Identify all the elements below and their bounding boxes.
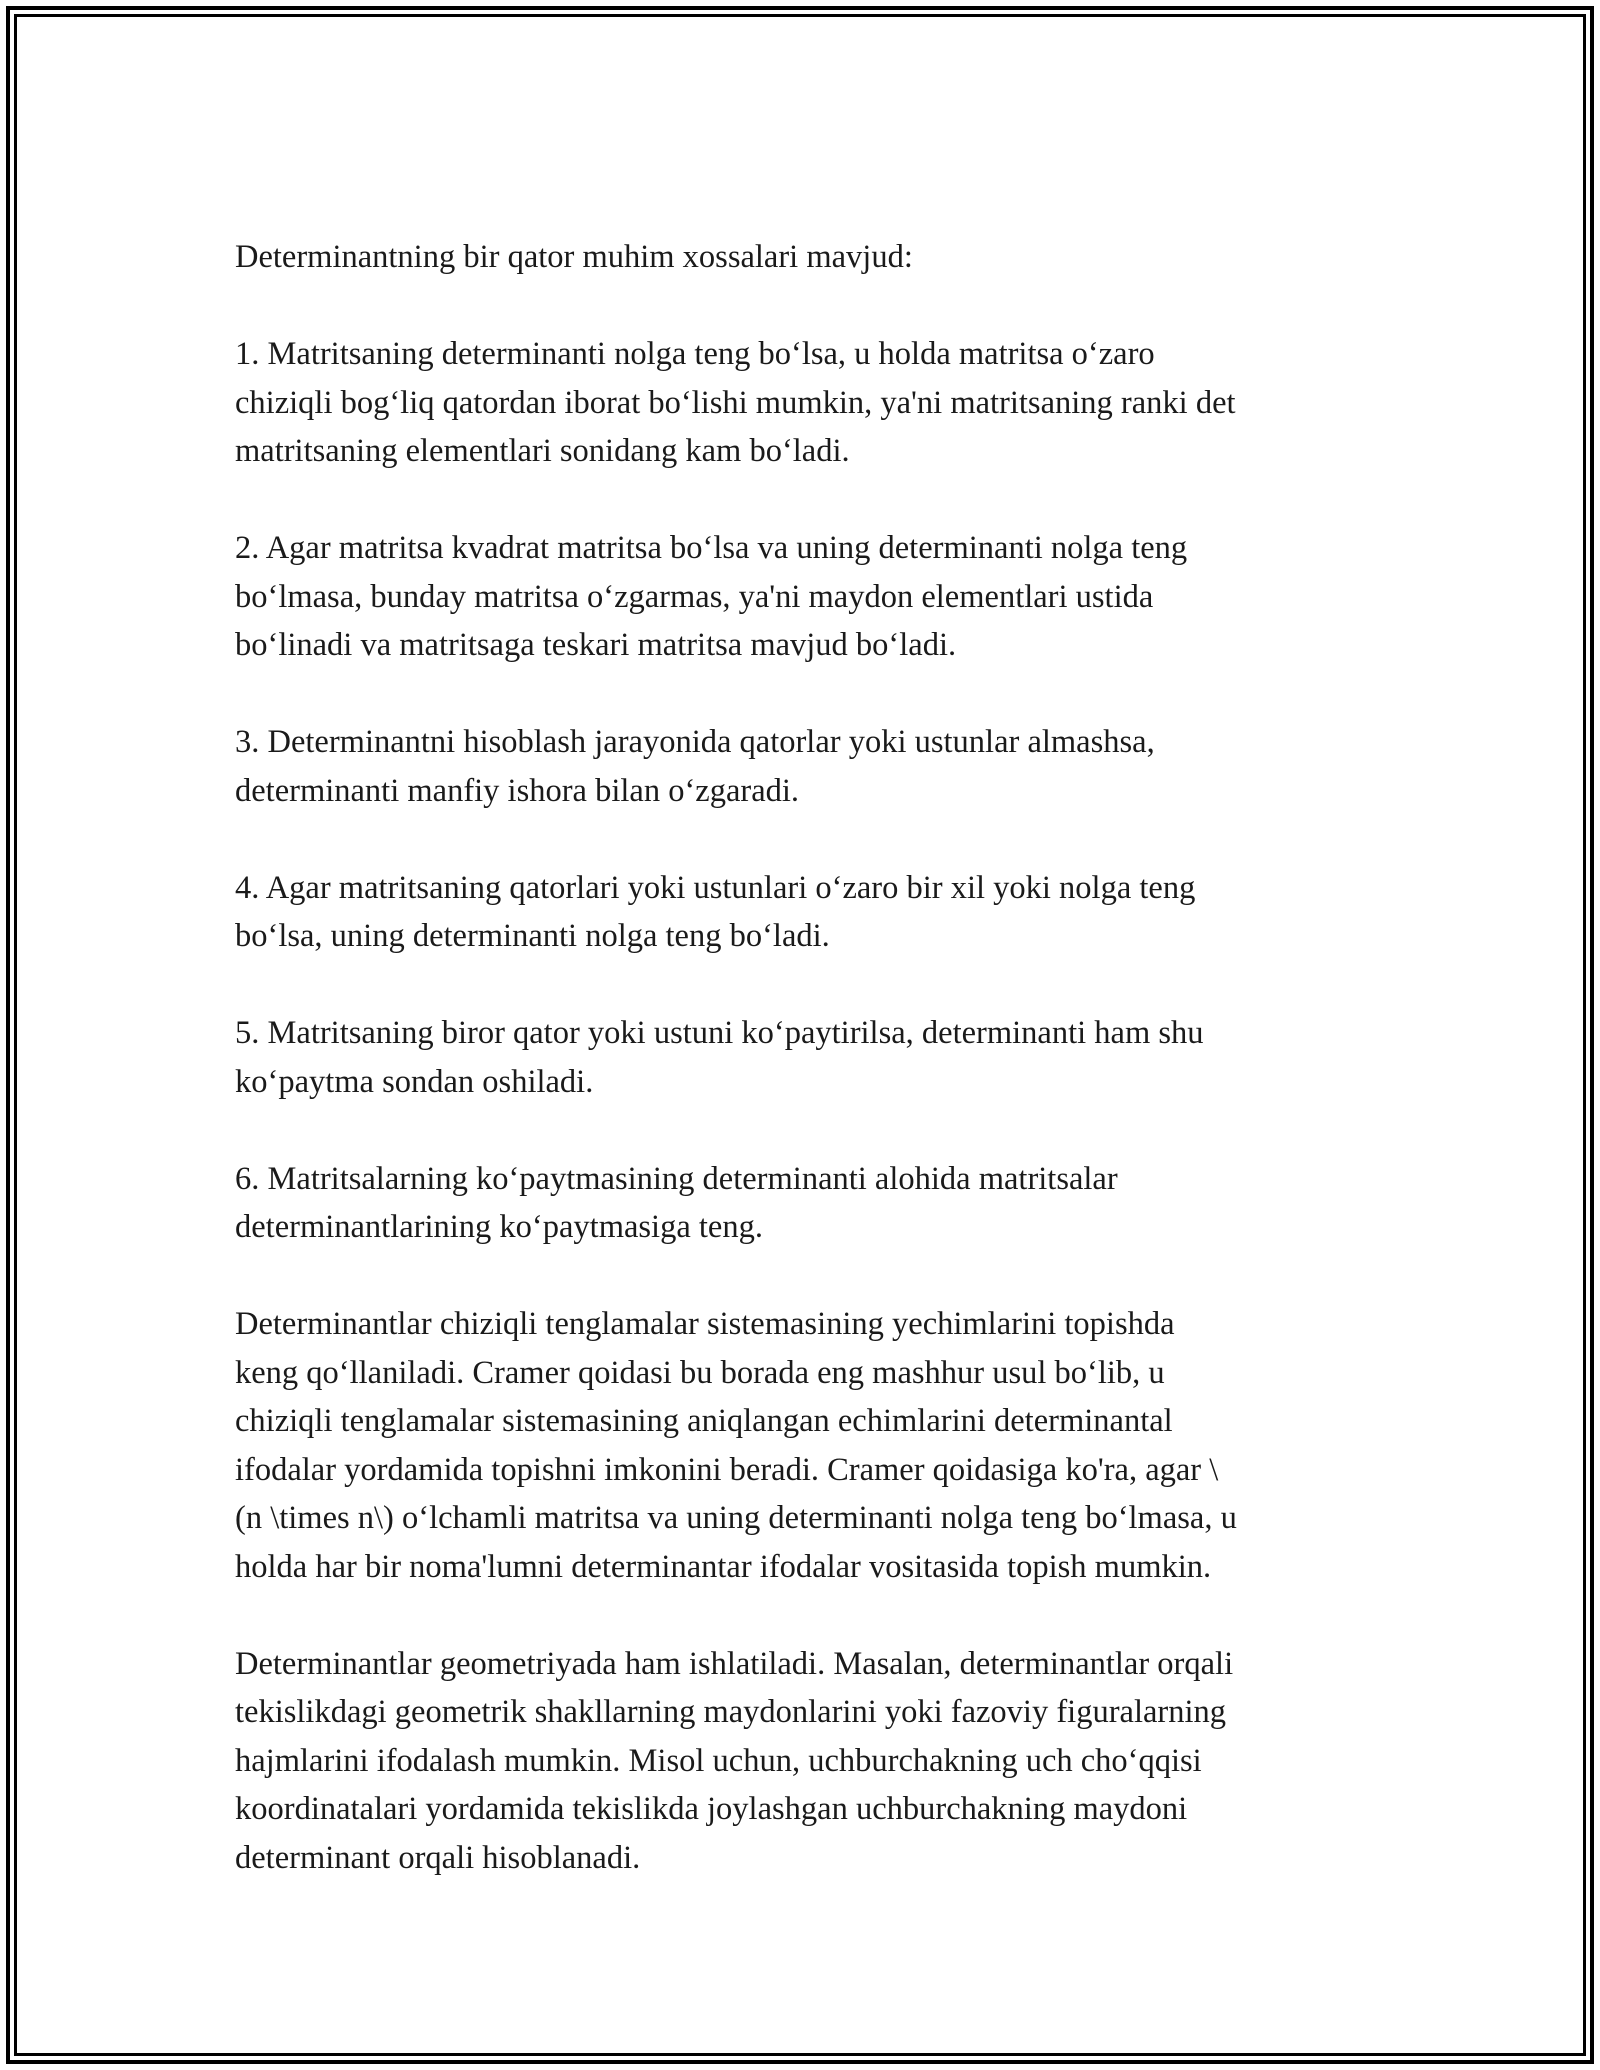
text-line: tekislikdagi geometrik shakllarning maydonlarini yoki fazoviy figuralarning [235,1694,1226,1730]
text-line: bo‘linadi va matritsaga teskari matritsa mavjud bo‘ladi. [235,627,957,663]
text-line: holda har bir noma'lumni determinantar ifodalar vositasida topish mumkin. [235,1548,1212,1585]
property-item-3 [235,718,1385,815]
text-line: 5. Matritsaning biror qator yoki ustuni ko‘paytirilsa, determinanti ham shu [235,1015,1204,1051]
text-line: ko‘paytma sondan oshiladi. [235,1063,594,1100]
text-line: determinant orqali hisoblanadi. [235,1839,641,1876]
text-line: determinantlarining ko‘paytmasiga teng. [235,1209,763,1245]
text-line: 1. Matritsaning determinanti nolga teng bo‘lsa, u holda matritsa o‘zaro [235,336,1155,372]
text-line: Determinantlar geometriyada ham ishlatiladi. Masalan, determinantlar orqali [235,1645,1234,1682]
text-line: chiziqli tenglamalar sistemasining aniqlangan echimlarini determinantal [235,1403,1173,1439]
text-line: Determinantning bir qator muhim xossalari mavjud: [235,239,913,275]
text-line: matritsaning elementlari sonidang kam bo‘ladi. [235,433,850,469]
text-line: koordinatalari yordamida tekislikda joylashgan uchburchakning maydoni [235,1791,1188,1827]
property-item-6 [235,1155,1385,1252]
text-line: ifodalar yordamida topishni imkonini beradi. Cramer qoidasiga ko'ra, agar \ [235,1451,1219,1488]
text-line: bo‘lmasa, bunday matritsa o‘zgarmas, ya'ni maydon elementlari ustida [235,578,1154,615]
text-line: 3. Determinantni hisoblash jarayonida qatorlar yoki ustunlar almashsa, [235,724,1155,760]
text-line: keng qo‘llaniladi. Cramer qoidasi bu borada eng mashhur usul bo‘lib, u [235,1354,1165,1391]
text-line: 2. Agar matritsa kvadrat matritsa bo‘lsa va uning determinanti nolga teng [235,530,1188,566]
text-line: bo‘lsa, uning determinanti nolga teng bo‘ladi. [235,918,830,954]
text-line: (n \times n\) o‘lchamli matritsa va uning determinanti nolga teng bo‘lmasa, u [235,1500,1237,1536]
text-line: hajmlarini ifodalash mumkin. Misol uchun, uchburchakning uch cho‘qqisi [235,1742,1202,1779]
text-line: chiziqli bog‘liq qatordan iborat bo‘lishi mumkin, ya'ni matritsaning ranki det [235,384,1236,421]
geometry-paragraph [235,1640,1385,1883]
text-line: 4. Agar matritsaning qatorlari yoki ustunlari o‘zaro bir xil yoki nolga teng [235,869,1196,906]
text-line: 6. Matritsalarning ko‘paytmasining determinanti alohida matritsalar [235,1160,1118,1197]
cramer-paragraph [235,1300,1385,1591]
intro-paragraph [235,233,1385,282]
property-item-5 [235,1009,1385,1106]
document-body [235,233,1385,1931]
property-item-2 [235,524,1385,670]
text-line: determinanti manfiy ishora bilan o‘zgaradi. [235,772,800,809]
property-item-1 [235,330,1385,476]
text-line: Determinantlar chiziqli tenglamalar sistemasining yechimlarini topishda [235,1306,1175,1342]
property-item-4 [235,864,1385,961]
